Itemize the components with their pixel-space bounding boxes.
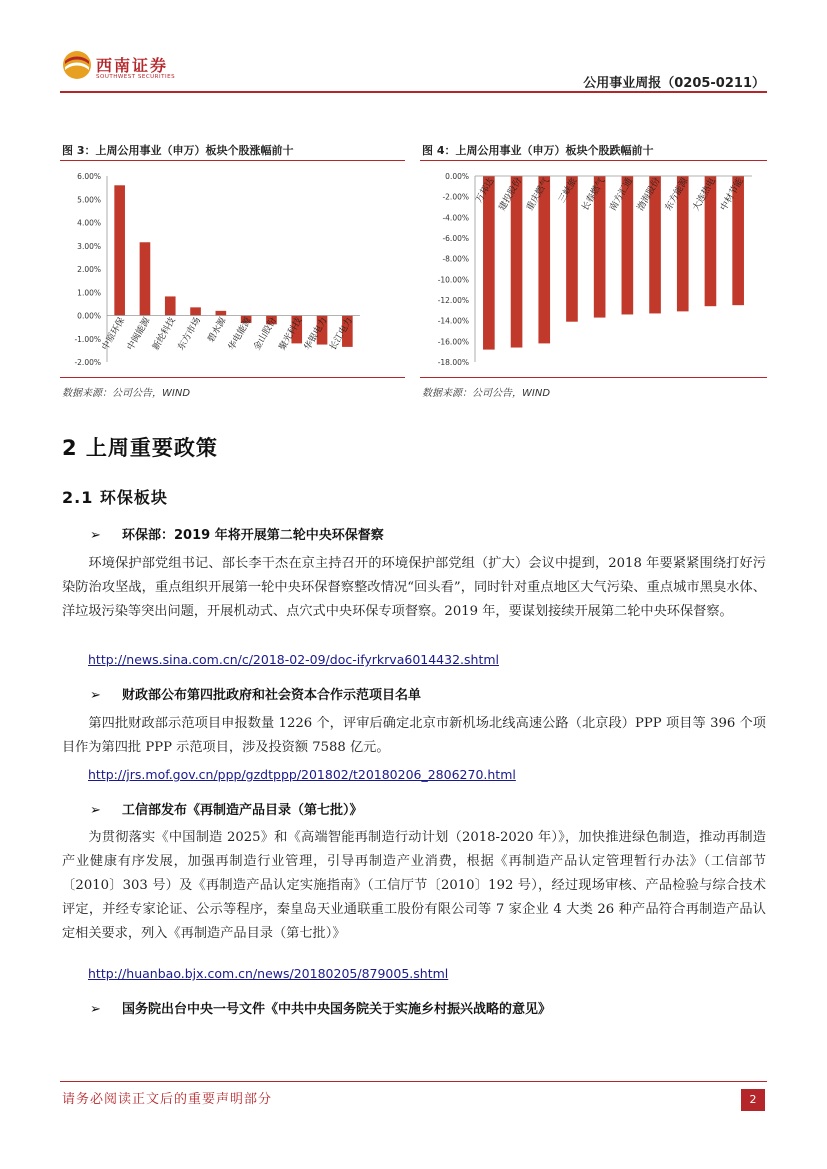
figure-4-title: 图 4：上周公用事业（申万）板块个股跌幅前十 <box>422 144 654 157</box>
y-tick-label: -2.00% <box>442 192 469 202</box>
news-item-body: 环境保护部党组书记、部长李干杰在京主持召开的环境保护部党组（扩大）会议中提到，2018 年要紧紧围绕打好污染防治攻坚战，重点组织开展第一轮中央环保督察整改情况“回头看”，同时针对重点地区大气污染、重点城市黑臭水体、洋垃圾污染等突出问题，开展机动式、点穴式中央环保专项督察。2019 年，要谋划接续开展第二轮中央环保督察。 <box>62 556 766 619</box>
y-tick-label: -4.00% <box>442 213 469 223</box>
category-label: 东方市场 <box>176 316 204 353</box>
news-item-title-text: 环保部：2019 年将开展第二轮中央环保督察 <box>122 528 384 543</box>
y-tick-label: -8.00% <box>442 254 469 264</box>
news-item-title-text: 财政部公布第四批政府和社会资本合作示范项目名单 <box>122 688 422 703</box>
category-label: 渤海股份 <box>635 176 663 213</box>
category-label: 中闽能源 <box>125 316 153 353</box>
category-label: 三峡旅 <box>557 176 580 205</box>
y-tick-label: 0.00% <box>445 172 469 181</box>
category-label: 长春燃气 <box>580 176 608 213</box>
news-item-link[interactable]: http://news.sina.com.cn/c/2018-02-09/doc-ifyrkrva6014432.shtml <box>88 652 499 667</box>
category-label: 金山股份 <box>252 316 280 353</box>
news-item-body: 第四批财政部示范项目申报数量 1226 个，评审后确定北京市新机场北线高速公路（北京段）PPP 项目等 396 个项目作为第四批 PPP 示范项目，涉及投资额 7588 亿元。 <box>62 716 766 755</box>
news-item-title <box>90 684 421 703</box>
figure-4-source: 数据来源：公司公告，WIND <box>422 388 551 399</box>
figure-3-chart <box>62 164 402 376</box>
bar <box>483 176 495 350</box>
category-label: 长江电力 <box>328 316 355 353</box>
category-label: 华电能源 <box>227 316 254 353</box>
bar <box>511 176 523 348</box>
figure-3-source: 数据来源：公司公告，WIND <box>62 388 191 399</box>
y-tick-label: -10.00% <box>437 275 469 285</box>
figure-4-top-rule <box>420 160 767 161</box>
news-item-title-text: 工信部发布《再制造产品目录（第七批）》 <box>122 803 363 818</box>
footer-divider <box>60 1081 767 1082</box>
y-tick-label: 2.00% <box>77 265 101 274</box>
news-item-link[interactable]: http://huanbao.bjx.com.cn/news/20180205/879005.shtml <box>88 966 449 981</box>
brand-name: 西南证券 <box>96 56 169 75</box>
news-item-title <box>90 799 363 818</box>
category-label: 新纶科技 <box>151 316 178 353</box>
y-tick-label: -1.00% <box>74 334 101 344</box>
category-label: 建投股份 <box>497 176 525 213</box>
bar <box>190 307 201 315</box>
news-item-title <box>90 998 551 1017</box>
header-divider <box>60 91 767 93</box>
figure-4-chart <box>422 164 767 376</box>
arrow-bullet-icon: ➢ <box>90 803 101 818</box>
figure-4-bottom-rule <box>420 377 767 378</box>
brand-name-en: SOUTHWEST SECURITIES <box>96 74 176 80</box>
figure-3-title: 图 3：上周公用事业（申万）板块个股涨幅前十 <box>62 144 294 157</box>
bar <box>140 242 151 315</box>
y-tick-label: -18.00% <box>437 358 469 367</box>
figure-3-top-rule <box>60 160 405 161</box>
news-item-body: 为贯彻落实《中国制造 2025》和《高端智能再制造行动计划（2018-2020 年）》，加快推进绿色制造，推动再制造产业健康有序发展，加强再制造行业管理，引导再制造产业消费，根据《再制造产品认定管理暂行办法》（工信部节〔2010〕303 号）及《再制造产品认定实施指南》（工信厅节〔2010〕192 号），经过现场审核、产品检验与综合技术评定，并经专家论证、公示等程序，秦皇岛天业通联重工股份有限公司等 7 家企业 4 大类 26 种产品符合再制造产品认定相关要求，列入《再制造产品目录（第七批）》 <box>62 830 766 941</box>
disclaimer-note: 请务必阅读正文后的重要声明部分 <box>62 1092 273 1107</box>
y-tick-label: 1.00% <box>77 288 101 298</box>
y-tick-label: -12.00% <box>437 296 469 305</box>
arrow-bullet-icon: ➢ <box>90 688 101 703</box>
arrow-bullet-icon: ➢ <box>90 1002 101 1017</box>
news-item-title <box>90 524 384 543</box>
category-label: 碧水源 <box>206 316 229 345</box>
category-label: 万邦达 <box>474 176 497 205</box>
y-tick-label: 5.00% <box>77 195 101 205</box>
arrow-bullet-icon: ➢ <box>90 528 101 543</box>
category-label: 中原环保 <box>100 316 128 353</box>
bar <box>165 296 176 315</box>
category-label: 重庆燃气 <box>525 176 552 213</box>
y-tick-label: -16.00% <box>437 337 469 347</box>
news-item-title-text: 国务院出台中央一号文件《中共中央国务院关于实施乡村振兴战略的意见》 <box>122 1002 552 1017</box>
category-label: 华银电力 <box>302 316 330 353</box>
y-tick-label: -2.00% <box>74 358 101 367</box>
section-heading: 2 上周重要政策 <box>62 436 218 460</box>
category-label: 南方汇通 <box>608 176 635 213</box>
bar <box>216 311 227 316</box>
y-tick-label: 0.00% <box>77 311 101 321</box>
y-tick-label: 3.00% <box>77 241 101 251</box>
category-label: 东方能源 <box>663 176 691 213</box>
category-label: 大连热电 <box>691 176 719 213</box>
y-tick-label: -6.00% <box>442 234 469 243</box>
report-title: 公用事业周报（0205-0211） <box>583 76 765 91</box>
y-tick-label: 4.00% <box>77 218 101 228</box>
bar <box>114 185 125 315</box>
brand-logo <box>62 50 92 84</box>
logo-emblem-icon <box>62 50 92 80</box>
y-tick-label: -14.00% <box>437 316 469 326</box>
category-label: 中材节能 <box>719 176 746 213</box>
y-tick-label: 6.00% <box>77 172 101 181</box>
category-label: 聚光科技 <box>277 316 305 353</box>
news-item-link[interactable]: http://jrs.mof.gov.cn/ppp/gzdtppp/201802/t20180206_2806270.html <box>88 767 516 782</box>
figure-3-bottom-rule <box>60 377 405 378</box>
page-number: 2 <box>741 1089 765 1111</box>
subsection-heading: 2.1 环保板块 <box>62 488 168 507</box>
